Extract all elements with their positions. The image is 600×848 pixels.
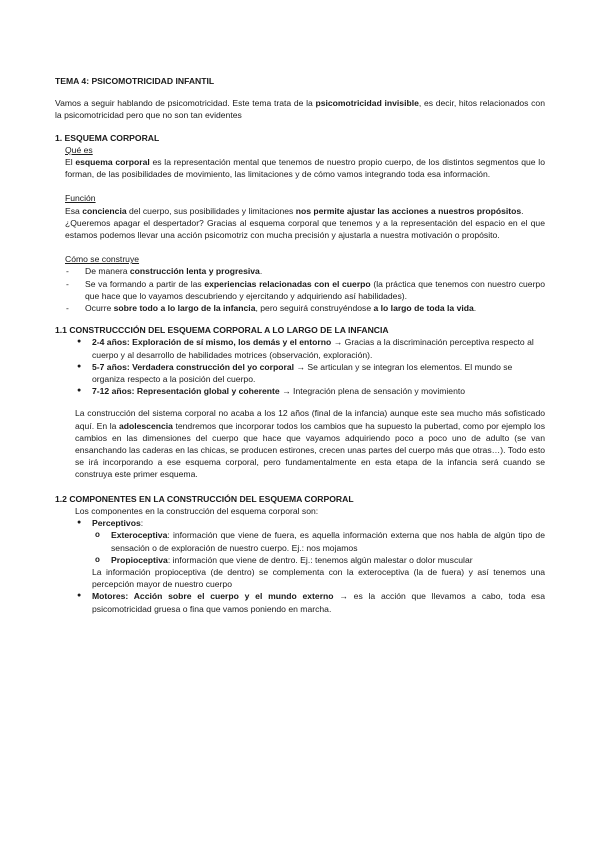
como-label: Cómo se construye (65, 254, 140, 265)
list-item: ● 2-4 años: Exploración de sí mismo, los demás y el entorno → Gracias a la discriminación perceptiva respecto al cuerpo y al desarrollo de habilidades motrices (observación, exploración). (92, 336, 545, 360)
list-item: - De manera construcción lenta y progresiva. (85, 265, 545, 277)
que-es-paragraph: El esquema corporal es la representación mental que tenemos de nuestro propio cuerpo, de los distintos segmentos que lo forman, de las posibilidades de movimiento, las limitaciones y de cómo vamos integrando toda esa información. (65, 157, 546, 180)
list-item: - Ocurre sobre todo a lo largo de la infancia, pero seguirá construyéndose a lo largo de toda la vida. (85, 302, 545, 314)
list-item: ● 7-12 años: Representación global y coherente → Integración plena de sensación y movimiento (92, 385, 545, 397)
components-intro: Los componentes en la construcción del esquema corporal son: (75, 505, 319, 516)
list-item: o Exteroceptiva: información que viene de fuera, es aquella información externa que nos habla de algún tipo de sensación o de exploración de nuestro cuerpo. Ej.: nos mojamos (111, 529, 545, 553)
list-item: o Propioceptiva: información que viene de dentro. Ej.: tenemos algún malestar o dolor muscular (111, 554, 545, 566)
list-item: ● Perceptivos: o Exteroceptiva: información que viene de fuera, es aquella información externa que nos habla de algún tipo de sensación o de exploración de nuestro cuerpo. Ej.: nos mojamos o Propioceptiva: información que viene de dentro. Ej.: tenemos algún malestar o dolor muscular La información propioceptiva (de dentro) se complementa con la exteroceptiva (la de fuera) y así tenemos una percepción mayor de nuestro cuerpo (92, 517, 545, 590)
como-list (55, 265, 545, 314)
funcion-paragraph-2: ¿Queremos apagar el despertador? Gracias al esquema corporal que tenemos y a la representación del espacio en el que estamos podemos llevar una acción psicomotriz con mucha precisión y ajustarla a nuestra motivación o propósito. (65, 217, 545, 241)
que-es-label: Qué es (65, 144, 93, 155)
stages-list (55, 336, 545, 397)
components-list (55, 517, 545, 615)
section-1-2-heading: 1.2 COMPONENTES EN LA CONSTRUCCIÓN DEL ESQUEMA CORPORAL (55, 493, 354, 504)
adolescence-paragraph: La construcción del sistema corporal no acaba a los 12 años (final de la infancia) aunque este sea mucho más sofisticado aquí. En la adolescencia tendremos que incorporar todos los cambios que ha supuesto la pubertad, como por ejemplo los cambios en las dimensiones del cuerpo que hace que vayamos adquiriendo poco a poco uno de adulto (se van ensanchando las caderas en las chicas, se producen estirones, crecen unas partes del cuerpo más que otras…). Todo esto se irá incorporando a ese esquema corporal, pero fundamentalmente en esta etapa de la infancia será cuando se construya este primer esquema. (75, 408, 546, 480)
funcion-label: Función (65, 193, 96, 204)
section-1-heading: 1. ESQUEMA CORPORAL (55, 132, 160, 143)
propioceptiva-note: La información propioceptiva (de dentro) se complementa con la exteroceptiva (la de fuera) y así tenemos una percepción mayor de nuestro cuerpo (92, 566, 545, 590)
list-item: ● 5-7 años: Verdadera construcción del yo corporal → Se articulan y se integran los elementos. El mundo se organiza respecto a la posición del cuerpo. (92, 361, 545, 385)
perceptivos-sublist (92, 529, 545, 566)
list-item: ● Motores: Acción sobre el cuerpo y el mundo externo → es la acción que llevamos a cabo, toda esa psicomotricidad gruesa o fina que vamos poniendo en marcha. (92, 590, 545, 614)
funcion-paragraph: Esa conciencia del cuerpo, sus posibilidades y limitaciones nos permite ajustar las acciones a nuestros propósitos. (65, 205, 524, 216)
intro-paragraph: Vamos a seguir hablando de psicomotricidad. Este tema trata de la psicomotricidad invisible, es decir, hitos relacionados con la psicomotricidad pero que no son tan evidentes (55, 98, 545, 121)
section-1-body (65, 144, 545, 266)
list-item: - Se va formando a partir de las experiencias relacionadas con el cuerpo (la práctica que tenemos con nuestro cuerpo que hace que lo vayamos descubriendo y ejercitando y adquiriendo así habilidades). (85, 278, 545, 302)
section-1-1-heading: 1.1 CONSTRUCCCIÓN DEL ESQUEMA CORPORAL A LO LARGO DE LA INFANCIA (55, 325, 389, 336)
document-title: TEMA 4: PSICOMOTRICIDAD INFANTIL (55, 76, 215, 86)
